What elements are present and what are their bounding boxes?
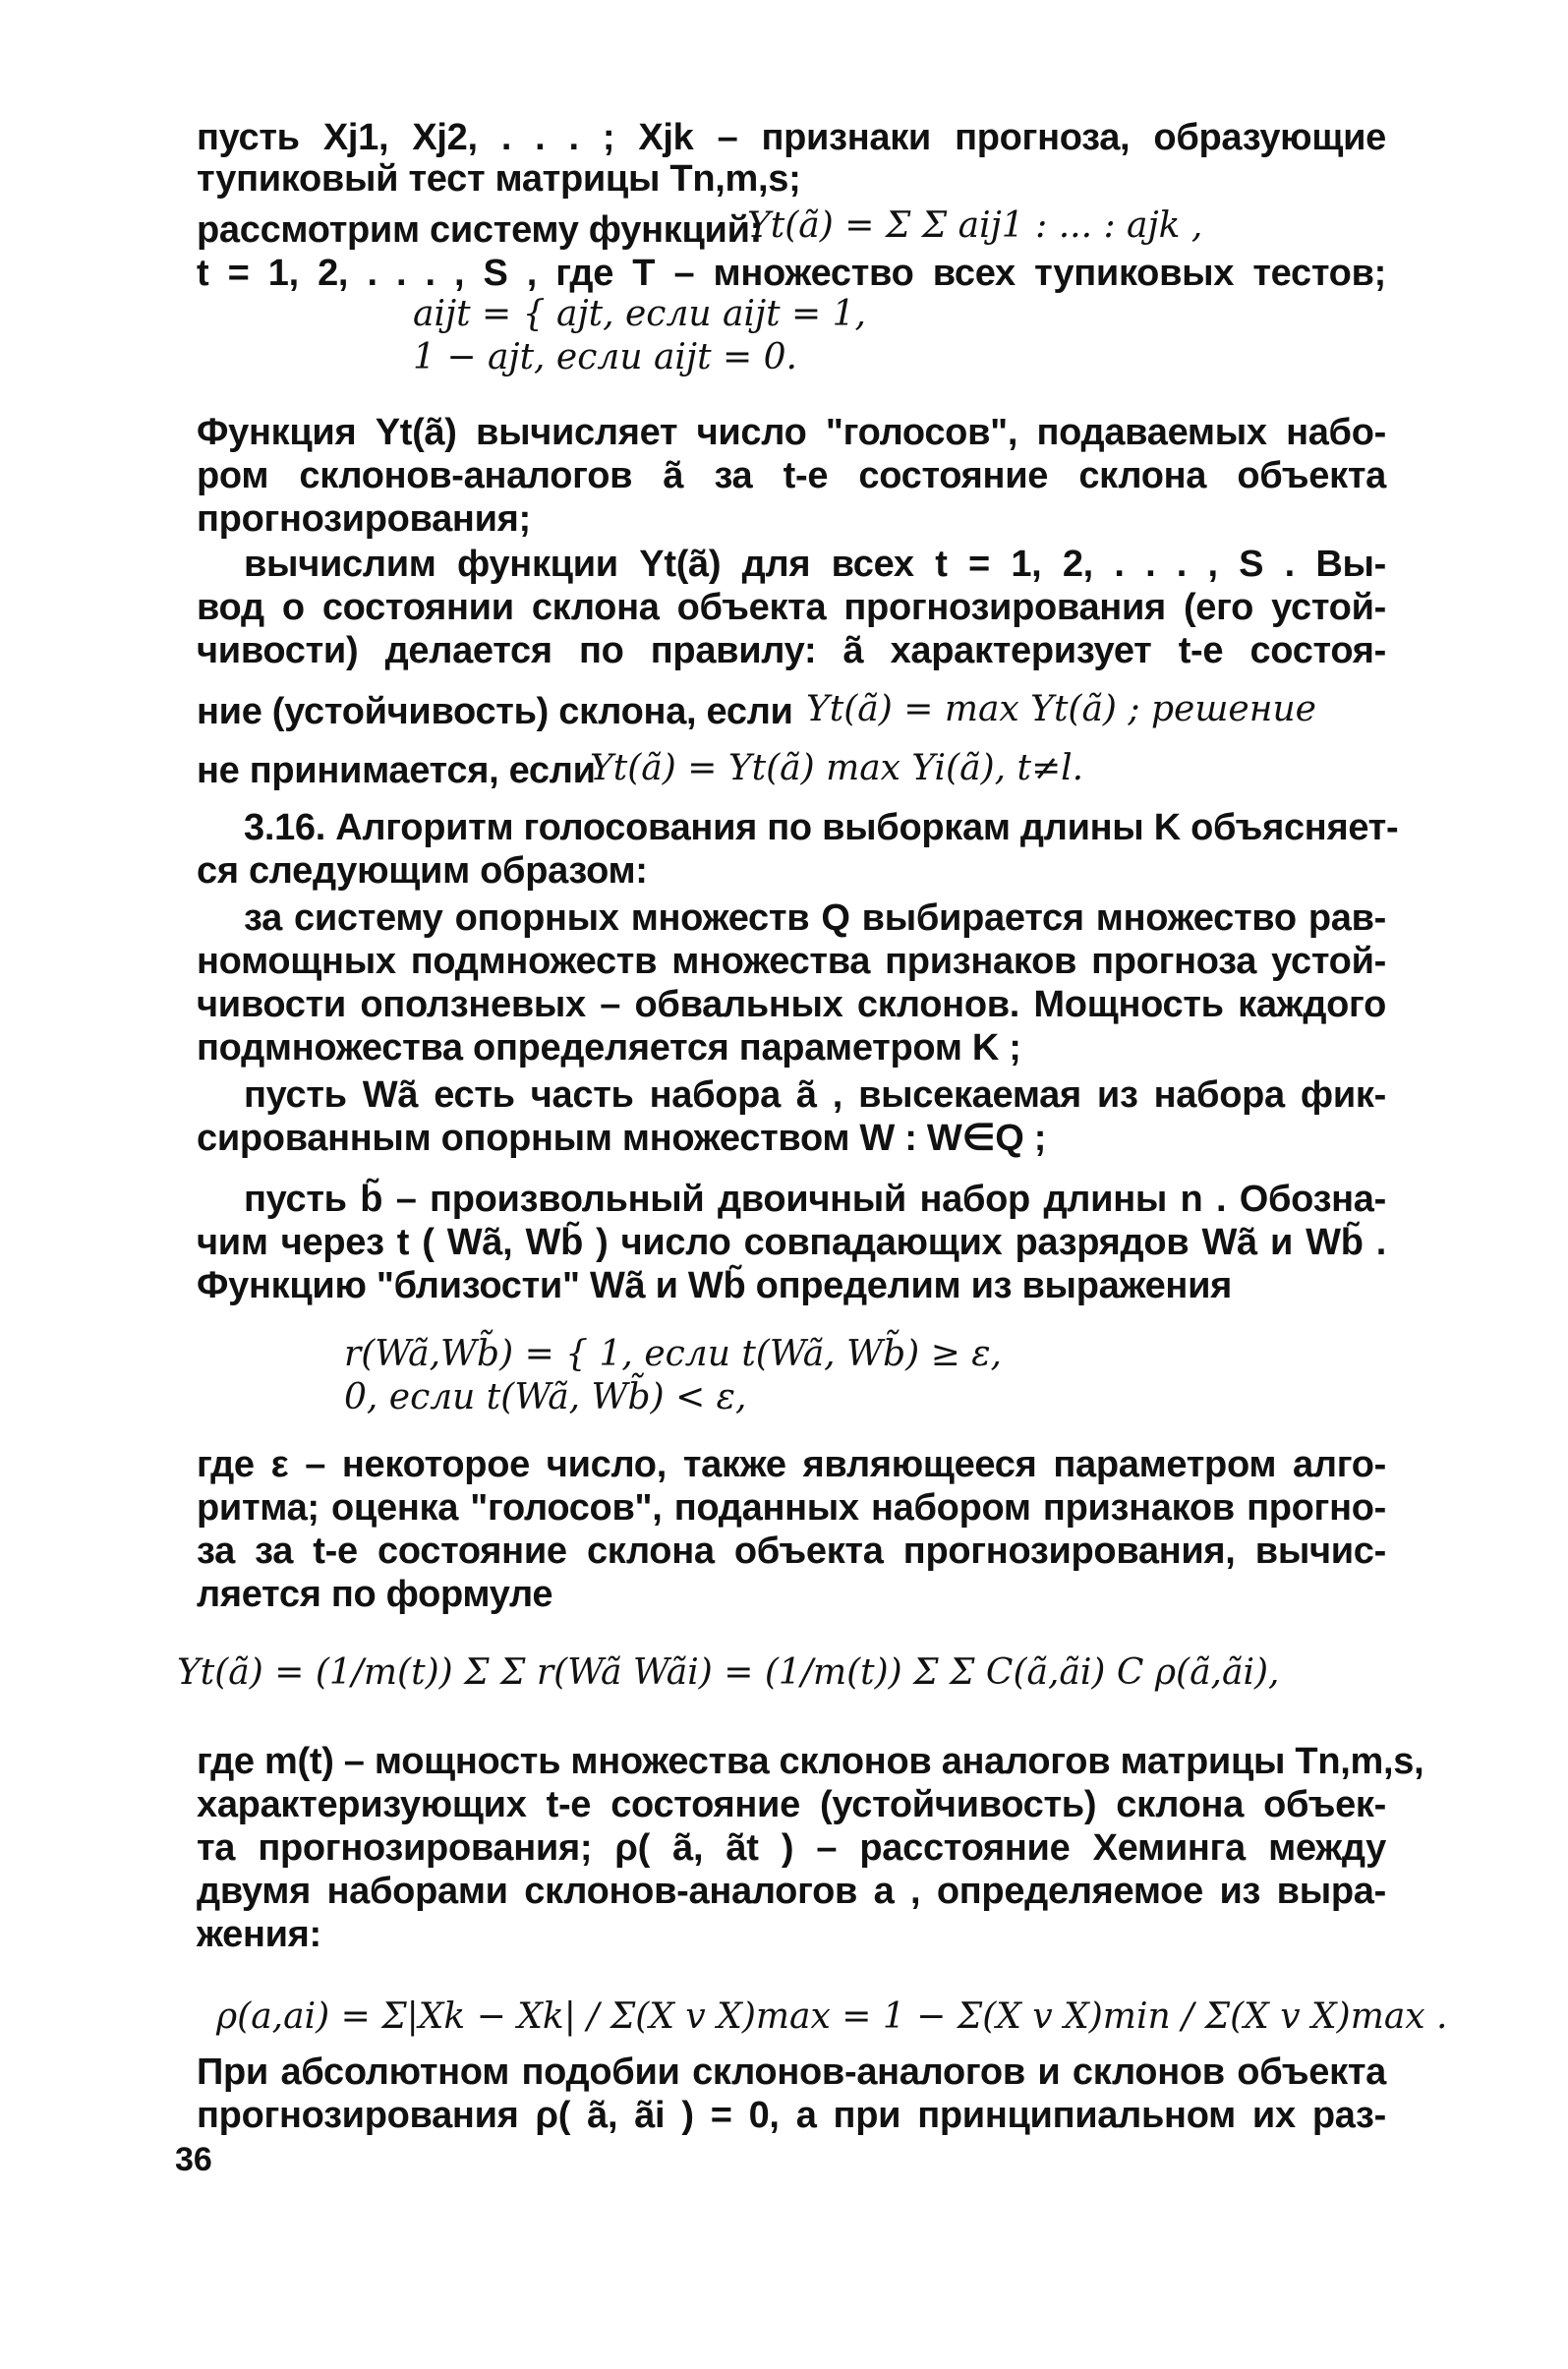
text-line: пусть Wã есть часть набора ã , высекаемая из набора фик-	[244, 1074, 1386, 1116]
text-line: за систему опорных множеств Q выбирается множество рав-	[244, 897, 1386, 939]
formula-a-ijt-case2: 1 − ajt, если aijt = 0.	[413, 337, 797, 377]
formula-closeness-case2: 0, если t(Wã, Wb̃) < ε,	[344, 1377, 747, 1417]
text-line: прогнозирования ρ( ã, ãi ) = 0, а при принципиальном их раз-	[197, 2095, 1386, 2136]
text-line: ритма; оценка "голосов", поданных набором признаков прогно-	[197, 1487, 1386, 1529]
text-line: При абсолютном подобии склонов-аналогов и склонов объекта	[197, 2051, 1386, 2093]
text-line: чим через t ( Wã, Wb̃ ) число совпадающих разрядов Wã и Wb̃ .	[197, 1222, 1386, 1263]
page-number: 36	[175, 2141, 212, 2178]
text-line: рассмотрим систему функций:	[197, 209, 762, 251]
text-line: t = 1, 2, . . . , S , где T – множество всех тупиковых тестов;	[197, 253, 1386, 294]
text-line: пусть Xj1, Xj2, . . . ; Xjk – признаки прогноза, образующие	[197, 117, 1386, 158]
text-line: чивости оползневых – обвальных склонов. Мощность каждого	[197, 984, 1386, 1025]
formula-vote-estimate: Yt(ã) = (1/m(t)) Σ Σ r(Wã Wãi) = (1/m(t)) Σ Σ C(ã,ãi) C ρ(ã,ãi),	[177, 1652, 1280, 1693]
text-line: где ε – некоторое число, также являющееся параметром алго-	[197, 1444, 1386, 1485]
text-line: ся следующим образом:	[197, 850, 648, 892]
text-line: Функция Yt(ã) вычисляет число "голосов", подаваемых набо-	[197, 412, 1386, 453]
text-line: сированным опорным множеством W : W∈Q ;	[197, 1118, 1047, 1159]
text-line: не принимается, если	[197, 750, 596, 791]
text-line: двумя наборами склонов-аналогов a , определяемое из выра-	[197, 1871, 1386, 1912]
formula-decision-rule: Yt(ã) = max Yt(ã) ; решение	[806, 689, 1316, 729]
text-line: ние (устойчивость) склона, если	[197, 691, 793, 732]
formula-closeness-case1: r(Wã,Wb̃) = { 1, если t(Wã, Wb̃) ≥ ε,	[344, 1334, 1002, 1374]
text-line: прогнозирования;	[197, 498, 531, 540]
text-line: вод о состоянии склона объекта прогнозирования (его устой-	[197, 587, 1386, 628]
text-line: ляется по формуле	[197, 1574, 553, 1615]
text-line: жения:	[197, 1914, 321, 1955]
text-line: ром склонов-аналогов ã за t-е состояние склона объекта	[197, 455, 1386, 496]
text-line: номощных подмножеств множества признаков прогноза устой-	[197, 941, 1386, 982]
formula-hamming-distance: ρ(a,ai) = Σ|Xk − Xk| / Σ(X v X)max = 1 − Σ(X v X)min / Σ(X v X)max .	[216, 1996, 1448, 2037]
text-line: характеризующих t-е состояние (устойчивость) склона объек-	[197, 1784, 1386, 1825]
text-line: чивости) делается по правилу: ã характеризует t-е состоя-	[197, 630, 1386, 671]
section-heading: 3.16. Алгоритм голосования по выборкам длины K объясняет-	[244, 807, 1399, 848]
formula-functions: Yt(ã) = Σ Σ aij1 : ... : ajk ,	[747, 205, 1203, 246]
text-line: Функцию "близости" Wã и Wb̃ определим из выражения	[197, 1265, 1233, 1306]
formula-no-decision: Yt(ã) = Yt(ã) max Yi(ã), t≠l.	[590, 748, 1084, 788]
text-line: за за t-е состояние склона объекта прогнозирования, вычис-	[197, 1531, 1386, 1572]
formula-a-ijt-case1: aijt = { ajt, если aijt = 1,	[413, 294, 867, 334]
text-line: подмножества определяется параметром K ;	[197, 1027, 1021, 1069]
text-line: та прогнозирования; ρ( ã, ãt ) – расстояние Хеминга между	[197, 1827, 1386, 1869]
text-line: тупиковый тест матрицы Tn,m,s;	[197, 158, 801, 200]
text-line: пусть b̃ – произвольный двоичный набор длины n . Обозна-	[244, 1179, 1386, 1220]
text-line: где m(t) – мощность множества склонов аналогов матрицы Tn,m,s,	[197, 1741, 1424, 1782]
text-line: вычислим функции Yt(ã) для всех t = 1, 2, . . . , S . Вы-	[244, 544, 1386, 585]
